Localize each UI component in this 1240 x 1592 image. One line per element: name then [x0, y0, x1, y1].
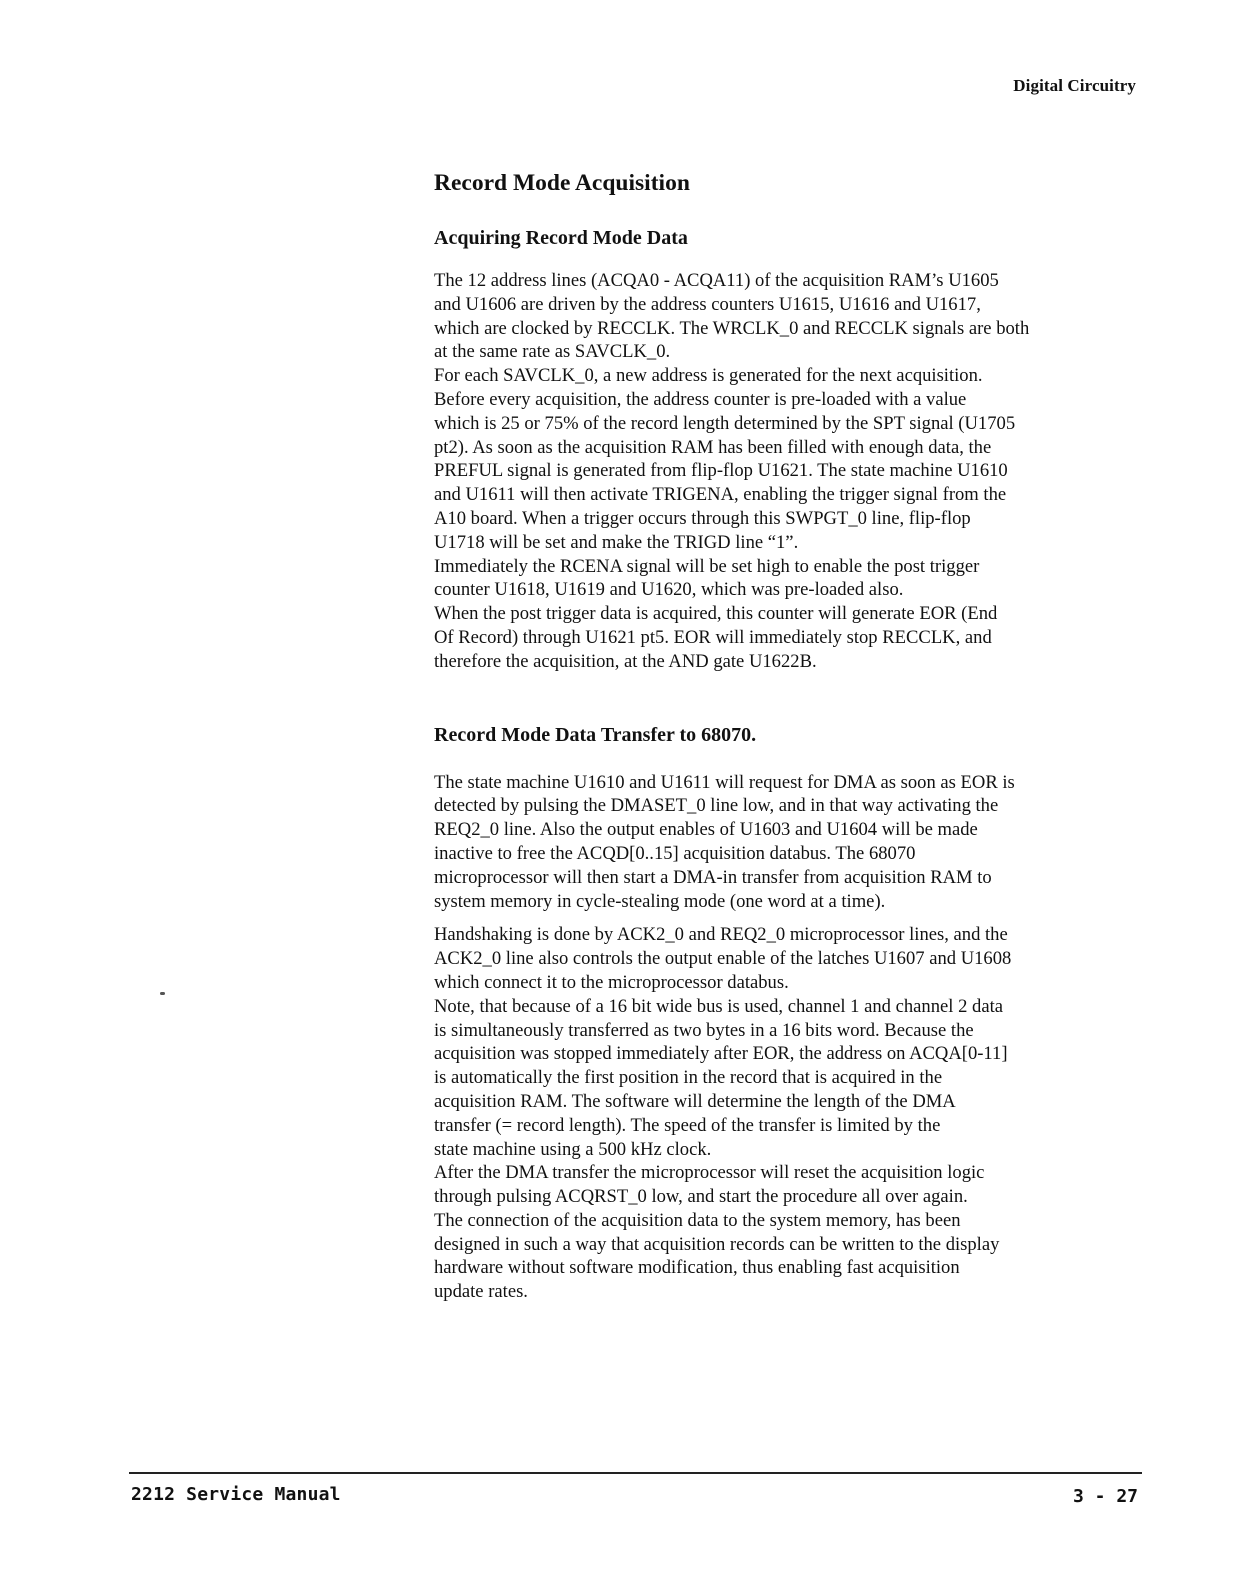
main-content	[434, 168, 1154, 1304]
stray-mark	[160, 992, 165, 995]
section-heading-transfer: Record Mode Data Transfer to 68070.	[434, 723, 757, 746]
text-line: state machine using a 500 kHz clock.	[434, 1138, 712, 1160]
text-line: ACK2_0 line also controls the output enable of the latches U1607 and U1608	[434, 948, 1012, 970]
text-line: acquisition was stopped immediately after EOR, the address on ACQA[0-11]	[434, 1043, 1008, 1065]
page-title: Record Mode Acquisition	[434, 170, 690, 196]
text-line: Of Record) through U1621 pt5. EOR will immediately stop RECCLK, and	[434, 626, 992, 648]
text-line: and U1606 are driven by the address counters U1615, U1616 and U1617,	[434, 293, 981, 315]
text-line: For each SAVCLK_0, a new address is generated for the next acquisition.	[434, 365, 983, 387]
footer-divider	[129, 1472, 1142, 1474]
text-line: and U1611 will then activate TRIGENA, enabling the trigger signal from the	[434, 484, 1007, 506]
text-line: The connection of the acquisition data to the system memory, has been	[434, 1209, 961, 1231]
text-line: at the same rate as SAVCLK_0.	[434, 341, 671, 363]
text-line: inactive to free the ACQD[0..15] acquisition databus. The 68070	[434, 842, 916, 864]
text-line: When the post trigger data is acquired, this counter will generate EOR (End	[434, 603, 998, 625]
paragraph	[434, 269, 1154, 674]
text-line: The state machine U1610 and U1611 will request for DMA as soon as EOR is	[434, 771, 1015, 793]
text-line: update rates.	[434, 1281, 528, 1303]
text-line: Handshaking is done by ACK2_0 and REQ2_0 microprocessor lines, and the	[434, 924, 1008, 946]
text-line: acquisition RAM. The software will determine the length of the DMA	[434, 1090, 956, 1112]
text-line: pt2). As soon as the acquisition RAM has been filled with enough data, the	[434, 436, 992, 458]
text-line: REQ2_0 line. Also the output enables of U1603 and U1604 will be made	[434, 819, 978, 841]
text-line: Before every acquisition, the address counter is pre-loaded with a value	[434, 388, 967, 410]
text-line: A10 board. When a trigger occurs through this SWPGT_0 line, flip-flop	[434, 507, 971, 529]
text-line: is automatically the first position in the record that is acquired in the	[434, 1067, 943, 1089]
text-line: designed in such a way that acquisition records can be written to the display	[434, 1233, 1000, 1255]
text-line: which is 25 or 75% of the record length determined by the SPT signal (U1705	[434, 412, 1016, 434]
text-line: which connect it to the microprocessor databus.	[434, 971, 789, 993]
text-line: through pulsing ACQRST_0 low, and start the procedure all over again.	[434, 1186, 968, 1208]
text-line: Note, that because of a 16 bit wide bus is used, channel 1 and channel 2 data	[434, 995, 1003, 1017]
text-line: PREFUL signal is generated from flip-flop U1621. The state machine U1610	[434, 460, 1008, 482]
section-heading-acquiring: Acquiring Record Mode Data	[434, 227, 688, 249]
text-line: is simultaneously transferred as two bytes in a 16 bits word. Because the	[434, 1019, 974, 1041]
text-line: detected by pulsing the DMASET_0 line low, and in that way activating the	[434, 795, 999, 817]
text-line: microprocessor will then start a DMA-in transfer from acquisition RAM to	[434, 866, 992, 888]
text-line: U1718 will be set and make the TRIGD line “1”.	[434, 531, 799, 553]
running-header: Digital Circuitry	[1013, 76, 1136, 95]
text-line: therefore the acquisition, at the AND gate U1622B.	[434, 650, 817, 672]
text-line: which are clocked by RECCLK. The WRCLK_0 and RECCLK signals are both	[434, 317, 1030, 339]
text-line: transfer (= record length). The speed of the transfer is limited by the	[434, 1114, 941, 1136]
paragraph	[434, 771, 1154, 914]
footer-manual-title: 2212 Service Manual	[131, 1484, 341, 1505]
paragraph	[434, 923, 1154, 1304]
text-line: The 12 address lines (ACQA0 - ACQA11) of the acquisition RAM’s U1605	[434, 270, 999, 291]
text-line: system memory in cycle-stealing mode (one word at a time).	[434, 890, 886, 912]
text-line: Immediately the RCENA signal will be set high to enable the post trigger	[434, 555, 980, 577]
text-line: hardware without software modification, thus enabling fast acquisition	[434, 1257, 960, 1279]
text-line: After the DMA transfer the microprocessor will reset the acquisition logic	[434, 1162, 985, 1184]
text-line: counter U1618, U1619 and U1620, which was pre-loaded also.	[434, 579, 904, 601]
page-number: 3 - 27	[1072, 1486, 1138, 1507]
